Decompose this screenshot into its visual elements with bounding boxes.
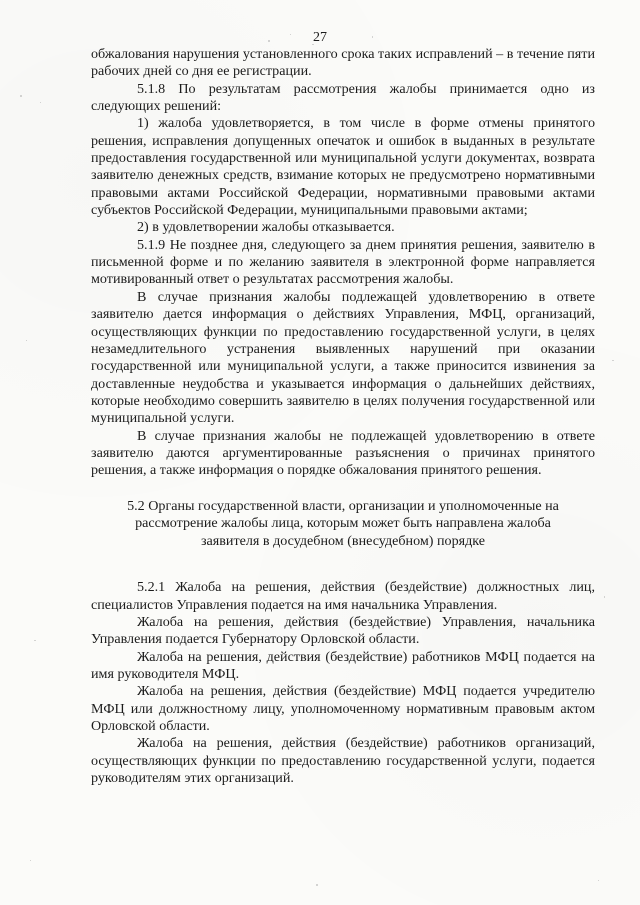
paragraph: 5.1.9 Не позднее дня, следующего за днем принятия решения, заявителю в письменной форме и по желанию заявителя в электронной форме направляется мотивированный ответ о результатах рассмотрения жалобы. [91,236,595,288]
document-body [91,46,595,788]
scan-speck [598,880,599,881]
spacer [91,550,595,579]
paragraph: Жалоба на решения, действия (бездействие) Управления, начальника Управления подается Губернатору Орловской области. [91,614,595,648]
scan-speck [316,884,318,886]
section-heading [91,498,595,551]
scan-speck [26,340,27,341]
paragraph: Жалоба на решения, действия (бездействие) МФЦ подается учредителю МФЦ или должностному лицу, уполномоченному нормативным правовым актом Орловской области. [91,683,595,735]
paragraph: Жалоба на решения, действия (бездействие) работников МФЦ подается на имя руководителя МФЦ. [91,648,595,683]
paragraph: В случае признания жалобы не подлежащей удовлетворению в ответе заявителю даются аргументированные разъяснения о причинах принятого решения, а также информация о порядке обжалования принятого решения. [91,427,595,479]
section-heading-line: рассмотрение жалобы лица, которым может быть направлена жалоба [135,515,551,532]
page-number: 27 [313,30,327,45]
scan-speck [34,640,36,641]
scan-speck [612,360,614,361]
paragraph: 1) жалоба удовлетворяется, в том числе в форме отмены принятого решения, исправления допущенных опечаток и ошибок в выданных в результате предоставления государственной или муниципальной услуги документах, возврата заявителю денежных средств, взимание которых не предусмотрено нормативными правовыми актами Российской Федерации, нормативными правовыми актами субъектов Российской Федерации, муниципальными правовыми актами; [91,115,595,219]
scan-speck [40,102,41,103]
paragraph: Жалоба на решения, действия (бездействие) работников организаций, осуществляющих функции по предоставлению государственной услуги, подается руководителям этих организаций. [91,735,595,787]
section-heading-line: 5.2 Органы государственной власти, организации и уполномоченные на [127,497,559,514]
paragraph: обжалования нарушения установленного срока таких исправлений – в течение пяти рабочих дней со дня ее регистрации. [91,46,595,80]
paragraph: 5.1.8 По результатам рассмотрения жалобы принимается одно из следующих решений: [91,80,595,115]
paragraph: В случае признания жалобы подлежащей удовлетворению в ответе заявителю дается информация о действиях Управления, МФЦ, организаций, осуществляющих функции по предоставлению государственной услуги, в целях незамедлительного устранения выявленных нарушений при оказании государственной или муниципальной услуги, а также приносится извинения за доставленные неудобства и указывается информация о дальнейших действиях, которые необходимо совершить заявителю в целях получения государственной или муниципальной услуги. [91,288,595,427]
paragraph: 2) в удовлетворении жалобы отказывается. [137,219,395,236]
paragraph: 5.2.1 Жалоба на решения, действия (бездействие) должностных лиц, специалистов Управления подается на имя начальника Управления. [91,579,595,613]
section-heading-line: заявителя в досудебном (внесудебном) порядке [200,532,486,549]
scan-speck [604,596,605,598]
scan-speck [30,860,31,861]
scan-speck [20,95,22,97]
